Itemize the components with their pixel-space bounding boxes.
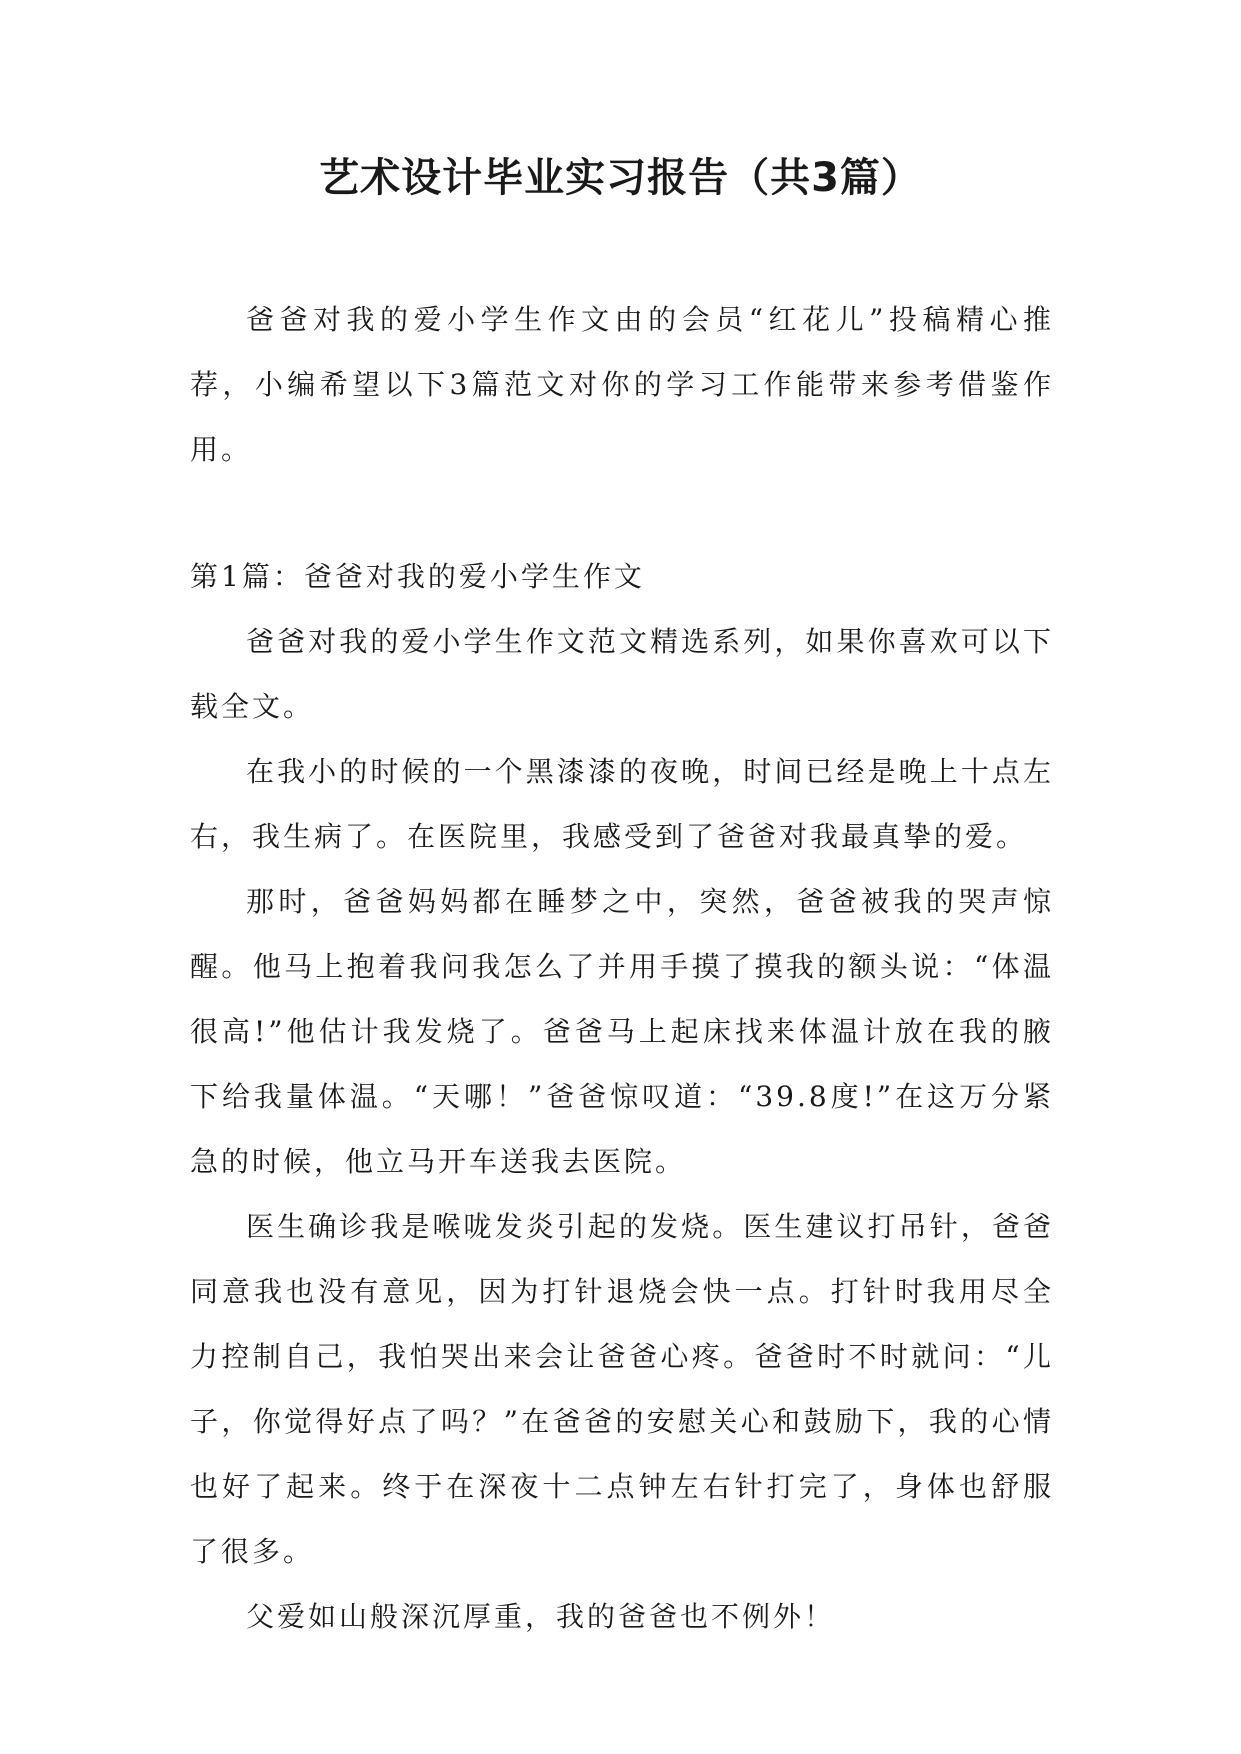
body-paragraph: 在我小的时候的一个黑漆漆的夜晚，时间已经是晚上十点左右，我生病了。在医院里，我感受到了爸爸对我最真挚的爱。 bbox=[190, 755, 1054, 853]
body-paragraph: 那时，爸爸妈妈都在睡梦之中，突然，爸爸被我的哭声惊醒。他马上抱着我问我怎么了并用手摸了摸我的额头说：“体温很高!”他估计我发烧了。爸爸马上起床找来体温计放在我的腋下给我量体温。“天哪！”爸爸惊叹道：“39.8度!”在这万分紧急的时候，他立马开车送我去医院。 bbox=[190, 885, 1054, 1178]
body-paragraph: 父爱如山般深沉厚重，我的爸爸也不例外！ bbox=[246, 1600, 836, 1633]
body-paragraph: 爸爸对我的爱小学生作文范文精选系列，如果你喜欢可以下载全文。 bbox=[190, 625, 1054, 723]
document-body bbox=[190, 287, 1054, 1649]
body-paragraph: 医生确诊我是喉咙发炎引起的发烧。医生建议打吊针，爸爸同意我也没有意见，因为打针退烧会快一点。打针时我用尽全力控制自己，我怕哭出来会让爸爸心疼。爸爸时不时就问：“儿子，你觉得好点了吗？”在爸爸的安慰关心和鼓励下，我的心情也好了起来。终于在深夜十二点钟左右针打完了，身体也舒服了很多。 bbox=[190, 1210, 1054, 1568]
section-heading: 第1篇：爸爸对我的爱小学生作文 bbox=[190, 560, 645, 593]
intro-paragraph: 爸爸对我的爱小学生作文由的会员“红花儿”投稿精心推荐，小编希望以下3篇范文对你的学习工作能带来参考借鉴作用。 bbox=[190, 303, 1054, 466]
document-title: 艺术设计毕业实习报告（共3篇） bbox=[319, 155, 922, 201]
spacer bbox=[190, 482, 1054, 544]
